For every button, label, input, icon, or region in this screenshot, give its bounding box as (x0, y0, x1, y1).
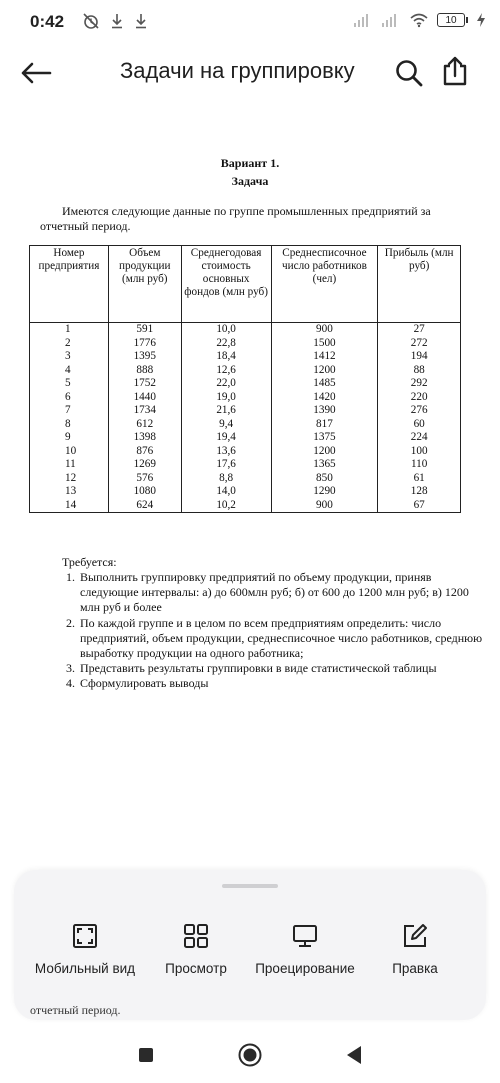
table-cell: 817 (271, 418, 378, 432)
table-cell: 224 (378, 431, 461, 445)
navigation-bar (0, 1030, 500, 1083)
list-item: 1. Выполнить группировку предприятий по объему продукции, приняв следующие интервалы: а) до 600млн руб; б) от 600 до 1200 млн руб; в) 1200 млн руб и более (78, 570, 488, 616)
table-row (30, 445, 461, 459)
table-row (30, 485, 461, 499)
table-cell: 591 (108, 323, 181, 337)
table-cell: 12 (30, 472, 109, 486)
table-cell: 1390 (271, 404, 378, 418)
edit-icon (401, 922, 429, 950)
status-notification-icons (82, 12, 148, 30)
status-bar (0, 0, 500, 46)
table-cell: 10,2 (181, 499, 271, 513)
table-cell: 1375 (271, 431, 378, 445)
bottom-sheet (14, 870, 486, 1020)
table-row (30, 391, 461, 405)
table-cell: 1269 (108, 458, 181, 472)
table-header-cell: Объем продукции (млн руб) (108, 246, 181, 323)
table-cell: 8 (30, 418, 109, 432)
table-cell: 5 (30, 377, 109, 391)
requirements-title: Требуется: (62, 555, 117, 569)
status-system-icons (353, 12, 486, 28)
table-cell: 2 (30, 337, 109, 351)
table-row (30, 458, 461, 472)
table-cell: 27 (378, 323, 461, 337)
table-row (30, 323, 461, 337)
peek-text: отчетный период. (30, 1003, 121, 1017)
table-cell: 1 (30, 323, 109, 337)
table-cell: 128 (378, 485, 461, 499)
table-cell: 292 (378, 377, 461, 391)
table-row (30, 472, 461, 486)
table-cell: 22,8 (181, 337, 271, 351)
table-row (30, 404, 461, 418)
status-time: 0:42 (30, 12, 65, 31)
table-header-cell: Среднегодовая стоимость основных фондов (млн руб) (181, 246, 271, 323)
search-icon[interactable] (394, 58, 424, 88)
edit-label: Правка (392, 961, 438, 976)
table-cell: 1395 (108, 350, 181, 364)
table-cell: 1500 (271, 337, 378, 351)
table-row (30, 431, 461, 445)
signal-icon (353, 12, 373, 28)
back-triangle-icon[interactable] (345, 1044, 363, 1066)
table-cell: 19,0 (181, 391, 271, 405)
table-cell: 1485 (271, 377, 378, 391)
table-cell: 1440 (108, 391, 181, 405)
wifi-icon (409, 12, 429, 28)
table-cell: 576 (108, 472, 181, 486)
table-cell: 624 (108, 499, 181, 513)
battery-level: 10 (437, 13, 465, 27)
home-icon[interactable] (238, 1043, 262, 1067)
recents-icon[interactable] (139, 1048, 153, 1062)
list-item: 2. По каждой группе и в целом по всем предприятиям определить: число предприятий, объем продукции, среднесписочное число работников, среднюю выработку продукции на одного работника; (78, 616, 488, 662)
table-cell: 12,6 (181, 364, 271, 378)
grid-view-icon (182, 922, 210, 950)
table-cell: 7 (30, 404, 109, 418)
variant-heading: Вариант 1. (220, 156, 280, 170)
table-cell: 21,6 (181, 404, 271, 418)
projection-label: Проецирование (255, 961, 355, 976)
table-cell: 3 (30, 350, 109, 364)
table-header-cell: Номер предприятия (30, 246, 109, 323)
data-table (29, 245, 461, 513)
table-cell: 272 (378, 337, 461, 351)
table-cell: 6 (30, 391, 109, 405)
table-cell: 14,0 (181, 485, 271, 499)
table-cell: 888 (108, 364, 181, 378)
edit-button[interactable] (360, 922, 470, 978)
table-cell: 110 (378, 458, 461, 472)
table-cell: 18,4 (181, 350, 271, 364)
table-header-row (30, 246, 461, 323)
table-cell: 876 (108, 445, 181, 459)
intro-paragraph: Имеются следующие данные по группе промышленных предприятий за отчетный период. (40, 204, 431, 233)
table-cell: 1776 (108, 337, 181, 351)
preview-label: Просмотр (165, 961, 227, 976)
table-cell: 612 (108, 418, 181, 432)
table-row (30, 337, 461, 351)
table-cell: 194 (378, 350, 461, 364)
table-cell: 60 (378, 418, 461, 432)
task-heading: Задача (231, 174, 269, 188)
table-row (30, 499, 461, 513)
mobile-view-label: Мобильный вид (34, 961, 136, 976)
table-cell: 9,4 (181, 418, 271, 432)
document-page (0, 102, 500, 882)
app-bar (0, 46, 500, 102)
mobile-view-button[interactable] (30, 922, 140, 978)
table-cell: 67 (378, 499, 461, 513)
table-cell: 276 (378, 404, 461, 418)
table-row (30, 364, 461, 378)
preview-button[interactable] (141, 922, 251, 978)
table-cell: 8,8 (181, 472, 271, 486)
sheet-drag-handle[interactable] (222, 884, 278, 888)
list-item: 3. Представить результаты группировки в виде статистической таблицы (78, 661, 488, 676)
table-cell: 19,4 (181, 431, 271, 445)
table-cell: 13,6 (181, 445, 271, 459)
table-cell: 88 (378, 364, 461, 378)
back-arrow-icon[interactable] (18, 58, 54, 88)
requirements-list (62, 570, 488, 692)
table-cell: 1752 (108, 377, 181, 391)
table-cell: 220 (378, 391, 461, 405)
signal-icon (381, 12, 401, 28)
table-row (30, 377, 461, 391)
table-cell: 11 (30, 458, 109, 472)
table-cell: 22,0 (181, 377, 271, 391)
table-cell: 1420 (271, 391, 378, 405)
mobile-view-icon (71, 922, 99, 950)
table-header-cell: Прибыль (млн руб) (378, 246, 461, 323)
table-row (30, 350, 461, 364)
table-cell: 14 (30, 499, 109, 513)
table-cell: 1290 (271, 485, 378, 499)
table-cell: 9 (30, 431, 109, 445)
download-icon (134, 12, 148, 30)
list-item: 4. Сформулировать выводы (78, 676, 488, 691)
table-cell: 100 (378, 445, 461, 459)
table-cell: 10 (30, 445, 109, 459)
table-cell: 850 (271, 472, 378, 486)
download-icon (110, 12, 124, 30)
table-cell: 4 (30, 364, 109, 378)
table-header-cell: Среднесписочное число работников (чел) (271, 246, 378, 323)
battery-indicator (437, 13, 468, 27)
table-cell: 1734 (108, 404, 181, 418)
monitor-icon (291, 922, 319, 950)
table-cell: 10,0 (181, 323, 271, 337)
table-row (30, 418, 461, 432)
table-cell: 900 (271, 499, 378, 513)
charging-icon (476, 12, 486, 28)
table-cell: 1200 (271, 364, 378, 378)
projection-button[interactable] (250, 922, 360, 978)
table-cell: 61 (378, 472, 461, 486)
share-icon[interactable] (440, 55, 470, 87)
table-cell: 1080 (108, 485, 181, 499)
table-cell: 17,6 (181, 458, 271, 472)
alarm-off-icon (82, 12, 100, 30)
table-cell: 1200 (271, 445, 378, 459)
table-cell: 900 (271, 323, 378, 337)
table-cell: 1398 (108, 431, 181, 445)
table-cell: 1412 (271, 350, 378, 364)
table-cell: 1365 (271, 458, 378, 472)
table-cell: 13 (30, 485, 109, 499)
page-title: Задачи на группировку (120, 58, 355, 83)
